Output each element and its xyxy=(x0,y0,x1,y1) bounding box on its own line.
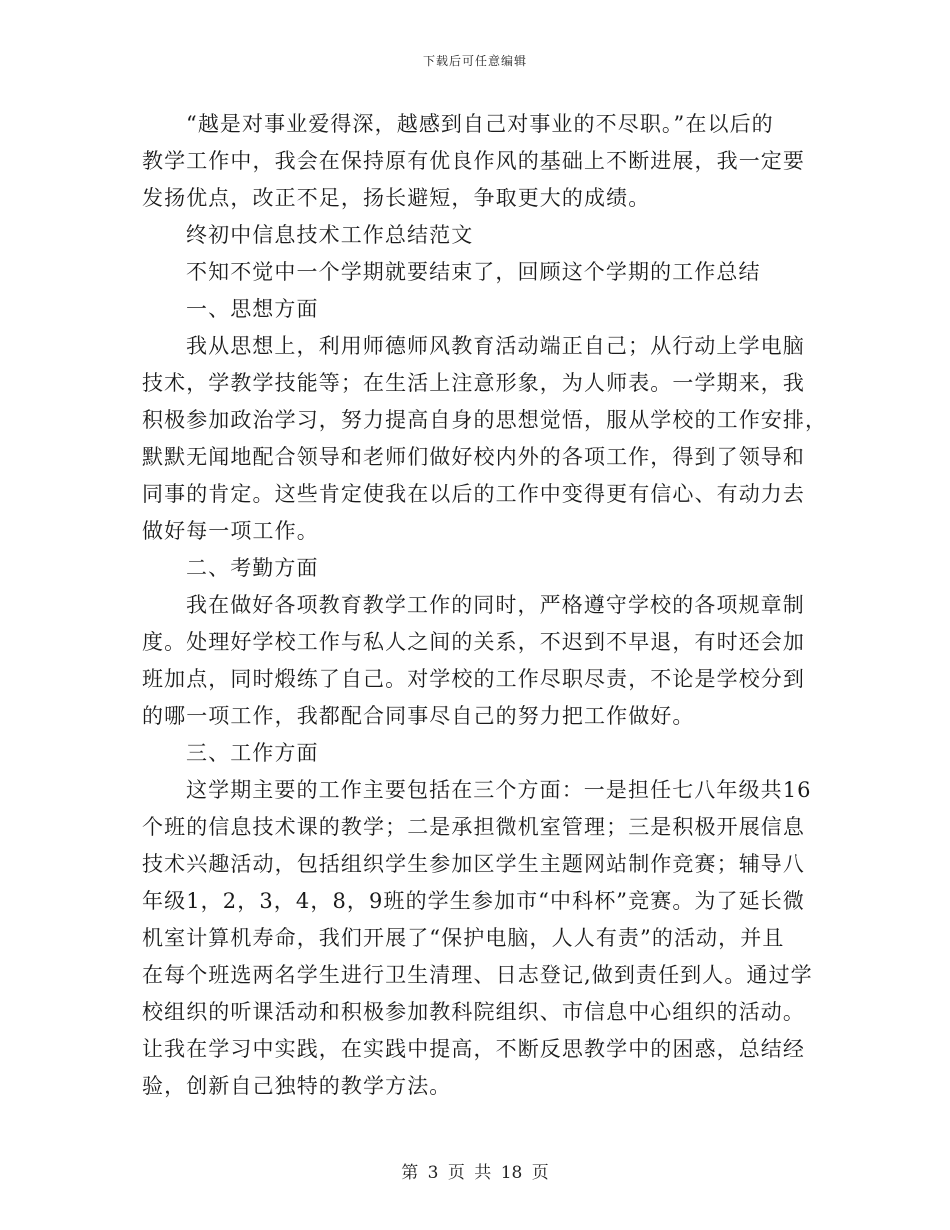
paragraph-line: 度。处理好学校工作与私人之间的关系，不迟到不早退，有时还会加 xyxy=(142,630,805,654)
document-body xyxy=(142,106,828,1105)
paragraph-line: 教学工作中，我会在保持原有优良作风的基础上不断进展，我一定要 xyxy=(142,149,805,173)
section-heading-thought: 一、思想方面 xyxy=(186,297,319,321)
paragraph-line: 我在做好各项教育教学工作的同时，严格遵守学校的各项规章制 xyxy=(186,593,805,617)
paragraph-line: 在每个班选两名学生进行卫生清理、日志登记,做到责任到人。通过学 xyxy=(142,963,813,987)
paragraph-line: 验，创新自己独特的教学方法。 xyxy=(142,1074,452,1098)
paragraph-line: 机室计算机寿命，我们开展了“保护电脑，人人有责”的活动，并且 xyxy=(142,926,785,950)
paragraph-line: “越是对事业爱得深，越感到自己对事业的不尽职。”在以后的 xyxy=(186,112,774,136)
paragraph-line: 让我在学习中实践，在实践中提高，不断反思教学中的困惑，总结经 xyxy=(142,1037,805,1061)
paragraph-line: 技术兴趣活动，包括组织学生参加区学生主题网站制作竞赛；辅导八 xyxy=(142,852,805,876)
paragraph-line: 发扬优点，改正不足，扬长避短，争取更大的成绩。 xyxy=(142,186,651,210)
paragraph-line: 我从思想上，利用师德师风教育活动端正自己；从行动上学电脑 xyxy=(186,334,805,358)
paragraph-line: 的哪一项工作，我都配合同事尽自己的努力把工作做好。 xyxy=(142,704,695,728)
paragraph-line: 不知不觉中一个学期就要结束了，回顾这个学期的工作总结 xyxy=(186,260,761,284)
paragraph-line: 同事的肯定。这些肯定使我在以后的工作中变得更有信心、有动力去 xyxy=(142,482,805,506)
paragraph-line: 做好每一项工作。 xyxy=(142,519,319,543)
paragraph-line: 这学期主要的工作主要包括在三个方面：一是担任七八年级共16 xyxy=(186,778,812,802)
paragraph-line: 个班的信息技术课的教学；二是承担微机室管理；三是积极开展信息 xyxy=(142,815,805,839)
paragraph-line: 班加点，同时煅练了自己。对学校的工作尽职尽责，不论是学校分到 xyxy=(142,667,805,691)
section-heading-attendance: 二、考勤方面 xyxy=(186,556,319,580)
paragraph-line: 积极参加政治学习，努力提高自身的思想觉悟，服从学校的工作安排， xyxy=(142,408,828,432)
page-header-note: 下载后可任意编辑 xyxy=(422,54,527,68)
page-number: 第 3 页 共 18 页 xyxy=(401,1163,549,1183)
paragraph-line: 默默无闻地配合领导和老师们做好校内外的各项工作，得到了领导和 xyxy=(142,445,805,469)
paragraph-line: 技术，学教学技能等；在生活上注意形象，为人师表。一学期来，我 xyxy=(142,371,805,395)
section-heading-work: 三、工作方面 xyxy=(186,741,319,765)
paragraph-line: 年级1，2，3，4，8，9班的学生参加市“中科杯”竞赛。为了延长微 xyxy=(142,889,805,913)
section-title: 终初中信息技术工作总结范文 xyxy=(186,223,474,247)
paragraph-line: 校组织的听课活动和积极参加教科院组织、市信息中心组织的活动。 xyxy=(142,1000,805,1024)
